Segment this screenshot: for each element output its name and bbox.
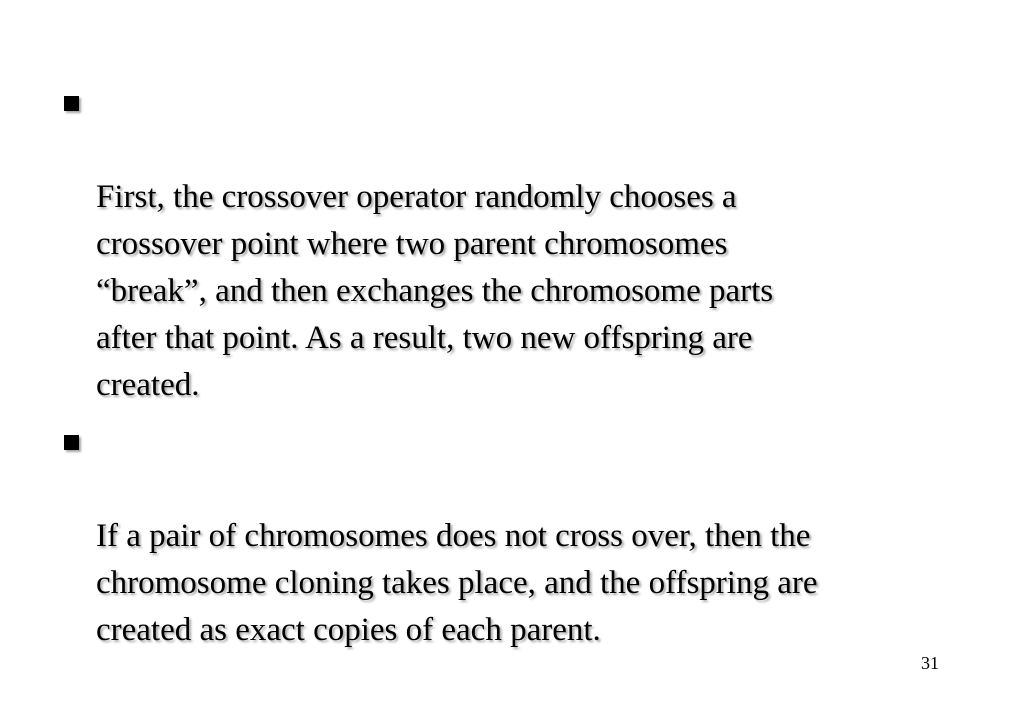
- bullet-text: If a pair of chromosomes does not cross over, then the chromosome cloning takes place, and the offspring are created as exact copies of each parent.: [96, 518, 818, 648]
- bullet-text: First, the crossover operator randomly chooses a crossover point where two parent chromosomes “break”, and then exchanges the chromosome parts after that point. As a result, two new offspring are created.: [96, 179, 774, 403]
- bullet-list: [62, 80, 967, 664]
- square-bullet-icon: [64, 96, 79, 111]
- square-bullet-icon: [64, 435, 79, 450]
- bullet-item-crossover: [62, 80, 967, 409]
- page-number: 31: [921, 653, 939, 673]
- bullet-item-cloning: [62, 419, 967, 654]
